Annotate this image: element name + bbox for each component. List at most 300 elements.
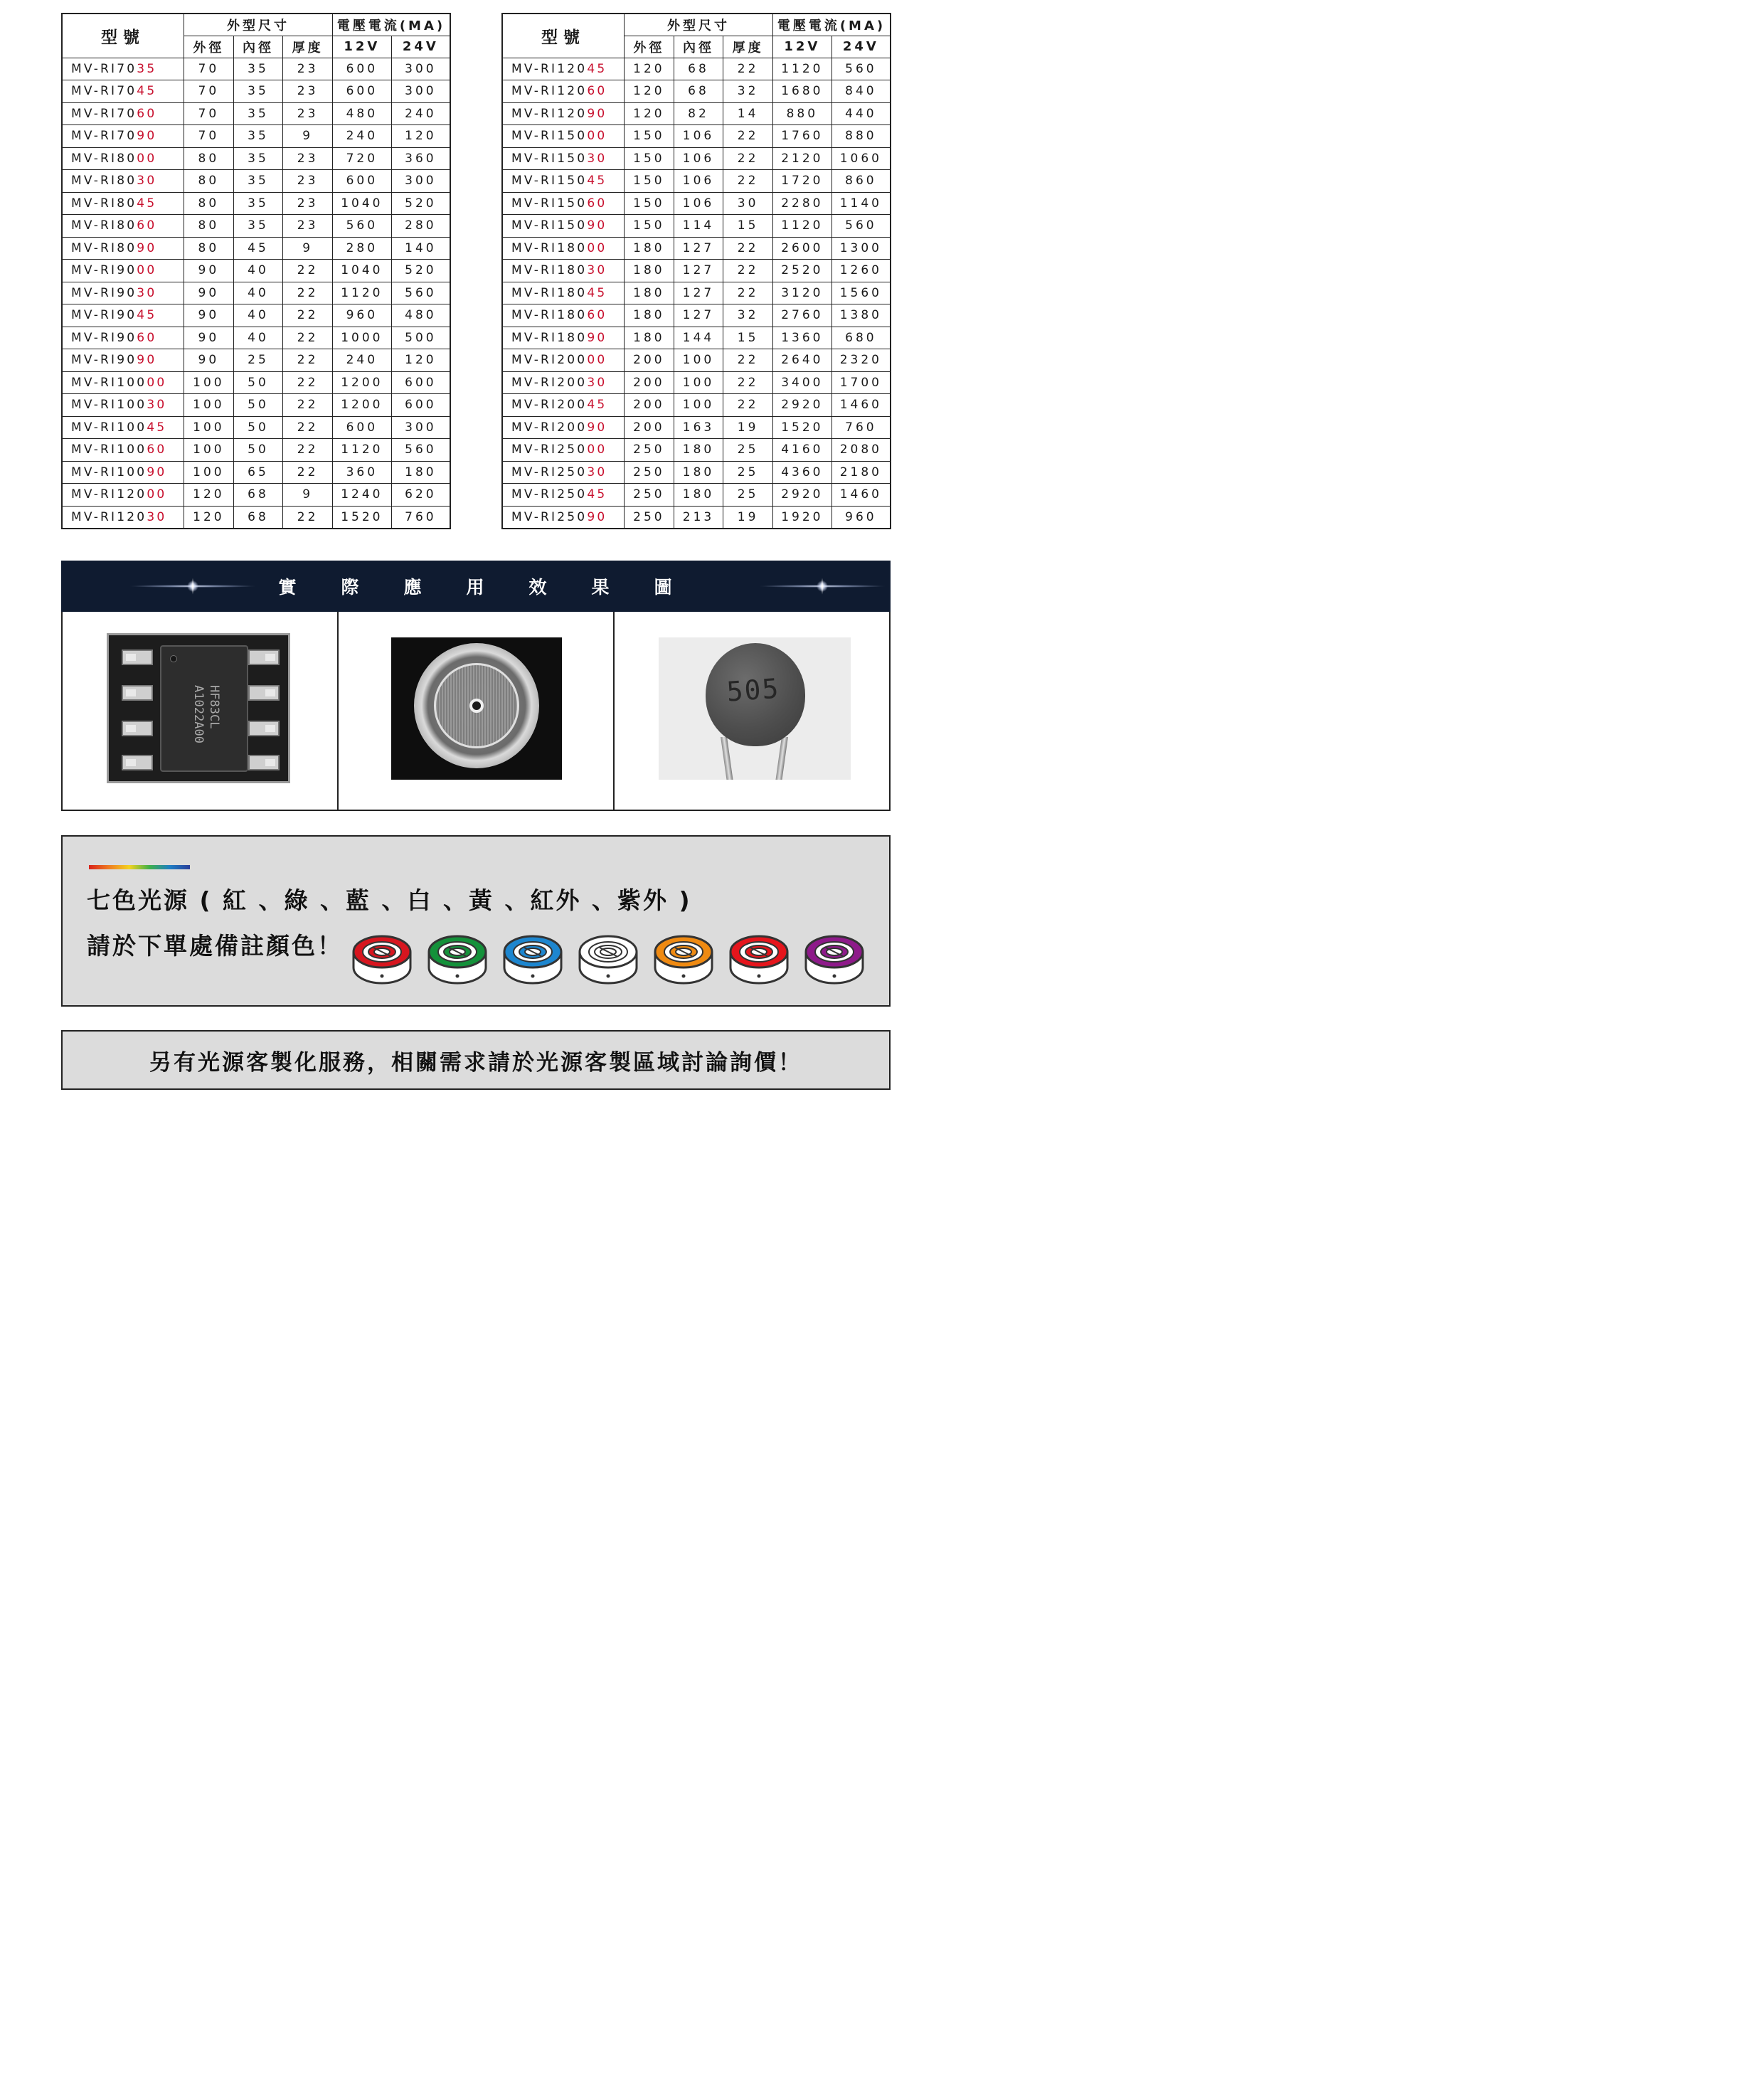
model-suffix: 45 — [587, 398, 607, 413]
thickness-cell: 32 — [723, 80, 773, 103]
current-24v-cell: 760 — [831, 416, 891, 439]
model-cell — [62, 484, 184, 507]
current-24v-cell: 860 — [831, 170, 891, 193]
outer-diameter-cell: 180 — [625, 237, 674, 260]
current-12v-cell: 2280 — [772, 192, 831, 215]
outer-diameter-cell: 90 — [184, 282, 234, 304]
model-prefix: MV-RI100 — [71, 375, 147, 390]
current-12v-cell: 280 — [332, 237, 391, 260]
model-prefix: MV-RI200 — [511, 375, 588, 390]
thickness-cell: 22 — [283, 282, 333, 304]
outer-diameter-cell: 250 — [625, 439, 674, 462]
thickness-cell: 23 — [283, 215, 333, 238]
model-suffix: 45 — [137, 84, 157, 99]
table-row — [502, 282, 891, 304]
inner-diameter-cell: 100 — [674, 371, 723, 394]
outer-diameter-cell: 120 — [184, 506, 234, 529]
table-row — [502, 394, 891, 417]
current-12v-cell: 360 — [332, 461, 391, 484]
banner-title-char: 效 — [528, 577, 548, 598]
model-suffix: 60 — [587, 196, 607, 211]
current-24v-cell: 620 — [391, 484, 450, 507]
current-12v-cell: 1200 — [332, 371, 391, 394]
model-cell — [502, 237, 625, 260]
model-cell — [502, 506, 625, 529]
current-12v-cell: 2920 — [772, 394, 831, 417]
thickness-cell: 25 — [723, 439, 773, 462]
model-cell — [62, 215, 184, 238]
current-24v-cell: 600 — [391, 394, 450, 417]
inner-diameter-header: 內徑 — [233, 36, 283, 58]
table-row — [62, 439, 450, 462]
thickness-cell: 22 — [283, 416, 333, 439]
thickness-cell: 9 — [283, 484, 333, 507]
model-suffix: 30 — [587, 151, 607, 166]
current-12v-cell: 2520 — [772, 260, 831, 282]
inner-diameter-cell: 35 — [233, 192, 283, 215]
current-12v-cell: 1520 — [772, 416, 831, 439]
current-24v-cell: 1060 — [831, 147, 891, 170]
table-row — [62, 506, 450, 529]
current-12v-cell: 1040 — [332, 192, 391, 215]
inner-diameter-cell: 100 — [674, 394, 723, 417]
outer-diameter-cell: 120 — [625, 80, 674, 103]
model-suffix: 30 — [147, 398, 167, 413]
inner-diameter-cell: 45 — [233, 237, 283, 260]
inner-diameter-cell: 114 — [674, 215, 723, 238]
table-row — [502, 260, 891, 282]
spec-table-right — [501, 13, 891, 529]
model-prefix: MV-RI100 — [71, 442, 147, 457]
ic-chip-body — [160, 645, 248, 772]
model-suffix: 00 — [147, 375, 167, 390]
12v-header: 12V — [332, 36, 391, 58]
model-cell — [502, 416, 625, 439]
model-cell — [62, 102, 184, 125]
current-12v-cell: 1680 — [772, 80, 831, 103]
model-cell — [62, 439, 184, 462]
current-24v-cell: 1380 — [831, 304, 891, 327]
model-cell — [502, 170, 625, 193]
model-cell — [502, 147, 625, 170]
thickness-cell: 25 — [723, 484, 773, 507]
current-header: 電壓電流(MA) — [332, 14, 450, 36]
inner-diameter-cell: 35 — [233, 147, 283, 170]
model-suffix: 90 — [587, 218, 607, 233]
model-cell — [62, 125, 184, 148]
model-prefix: MV-RI120 — [71, 509, 147, 524]
model-prefix: MV-RI70 — [71, 61, 137, 76]
outer-diameter-cell: 100 — [184, 371, 234, 394]
table-row — [62, 394, 450, 417]
current-12v-cell: 600 — [332, 416, 391, 439]
current-12v-cell: 1360 — [772, 327, 831, 349]
current-24v-cell: 300 — [391, 80, 450, 103]
model-cell — [502, 484, 625, 507]
current-12v-cell: 600 — [332, 58, 391, 80]
model-suffix: 00 — [147, 487, 167, 502]
thickness-cell: 22 — [283, 506, 333, 529]
model-prefix: MV-RI100 — [71, 420, 147, 435]
ring-light-icon — [426, 931, 489, 989]
inner-diameter-cell: 106 — [674, 147, 723, 170]
current-24v-cell: 360 — [391, 147, 450, 170]
outer-diameter-cell: 150 — [625, 215, 674, 238]
outer-diameter-cell: 120 — [625, 102, 674, 125]
table-row — [502, 304, 891, 327]
current-24v-cell: 560 — [391, 439, 450, 462]
model-cell — [502, 80, 625, 103]
inner-diameter-cell: 213 — [674, 506, 723, 529]
current-24v-cell: 140 — [391, 237, 450, 260]
model-cell — [62, 327, 184, 349]
model-cell — [62, 147, 184, 170]
model-cell — [502, 461, 625, 484]
inner-diameter-cell: 35 — [233, 58, 283, 80]
inner-diameter-cell: 40 — [233, 260, 283, 282]
model-cell — [62, 170, 184, 193]
inner-diameter-cell: 106 — [674, 192, 723, 215]
banner-title-char: 際 — [341, 577, 361, 598]
outer-diameter-cell: 90 — [184, 304, 234, 327]
outer-diameter-cell: 150 — [625, 170, 674, 193]
model-prefix: MV-RI180 — [511, 330, 588, 345]
outer-diameter-cell: 150 — [625, 147, 674, 170]
current-24v-cell: 680 — [831, 327, 891, 349]
table-row — [502, 349, 891, 372]
thickness-cell: 22 — [283, 439, 333, 462]
table-row — [62, 282, 450, 304]
model-suffix: 30 — [587, 465, 607, 479]
model-suffix: 60 — [587, 84, 607, 99]
outer-diameter-cell: 90 — [184, 327, 234, 349]
model-cell — [62, 371, 184, 394]
table-row — [62, 215, 450, 238]
outer-diameter-cell: 80 — [184, 147, 234, 170]
model-suffix: 90 — [147, 465, 167, 479]
24v-header: 24V — [831, 36, 891, 58]
inner-diameter-cell: 106 — [674, 125, 723, 148]
model-cell — [502, 439, 625, 462]
table-row — [502, 192, 891, 215]
model-cell — [502, 192, 625, 215]
table-row — [502, 147, 891, 170]
photo-cell-capacitor — [615, 612, 889, 810]
current-12v-cell: 2600 — [772, 237, 831, 260]
model-suffix: 00 — [587, 353, 607, 368]
current-24v-cell: 300 — [391, 58, 450, 80]
current-12v-cell: 2920 — [772, 484, 831, 507]
table-row — [62, 102, 450, 125]
thickness-cell: 23 — [283, 147, 333, 170]
current-12v-cell: 1520 — [332, 506, 391, 529]
outer-diameter-cell: 70 — [184, 80, 234, 103]
model-prefix: MV-RI180 — [511, 285, 588, 300]
model-prefix: MV-RI80 — [71, 218, 137, 233]
spec-table-right-body — [502, 58, 891, 529]
current-24v-cell: 880 — [831, 125, 891, 148]
outer-diameter-cell: 250 — [625, 484, 674, 507]
inner-diameter-cell: 35 — [233, 125, 283, 148]
capacitor-photo — [659, 637, 851, 780]
outer-diameter-cell: 120 — [625, 58, 674, 80]
current-24v-cell: 960 — [831, 506, 891, 529]
model-prefix: MV-RI150 — [511, 218, 588, 233]
model-suffix: 90 — [587, 509, 607, 524]
thickness-cell: 22 — [283, 304, 333, 327]
model-cell — [62, 80, 184, 103]
outer-diameter-cell: 200 — [625, 349, 674, 372]
inner-diameter-cell: 25 — [233, 349, 283, 372]
outer-diameter-cell: 200 — [625, 394, 674, 417]
outer-diameter-cell: 180 — [625, 260, 674, 282]
current-24v-cell: 840 — [831, 80, 891, 103]
thickness-cell: 22 — [283, 260, 333, 282]
model-cell — [502, 304, 625, 327]
current-24v-cell: 1300 — [831, 237, 891, 260]
model-suffix: 45 — [147, 420, 167, 435]
ring-light-icon — [501, 931, 564, 989]
outer-diameter-cell: 90 — [184, 260, 234, 282]
model-prefix: MV-RI250 — [511, 465, 588, 479]
model-prefix: MV-RI70 — [71, 129, 137, 144]
model-suffix: 45 — [587, 174, 607, 189]
banner-title-char: 果 — [591, 577, 611, 598]
model-suffix: 45 — [137, 196, 157, 211]
model-prefix: MV-RI250 — [511, 487, 588, 502]
current-12v-cell: 240 — [332, 125, 391, 148]
current-24v-cell: 440 — [831, 102, 891, 125]
current-12v-cell: 2640 — [772, 349, 831, 372]
model-suffix: 00 — [587, 129, 607, 144]
model-prefix: MV-RI200 — [511, 353, 588, 368]
thickness-cell: 22 — [723, 237, 773, 260]
model-suffix: 60 — [137, 330, 157, 345]
table-row — [502, 439, 891, 462]
table-row — [502, 125, 891, 148]
outer-diameter-cell: 70 — [184, 102, 234, 125]
model-suffix: 90 — [587, 420, 607, 435]
model-header: 型號 — [502, 14, 625, 58]
model-cell — [62, 416, 184, 439]
table-row — [62, 416, 450, 439]
current-24v-cell: 180 — [391, 461, 450, 484]
current-24v-cell: 280 — [391, 215, 450, 238]
outer-diameter-cell: 80 — [184, 215, 234, 238]
model-prefix: MV-RI180 — [511, 308, 588, 323]
table-row — [62, 349, 450, 372]
current-24v-cell: 2080 — [831, 439, 891, 462]
banner-title-char: 圖 — [654, 577, 674, 598]
model-prefix: MV-RI90 — [71, 330, 137, 345]
model-suffix: 60 — [587, 308, 607, 323]
model-cell — [502, 349, 625, 372]
model-prefix: MV-RI90 — [71, 308, 137, 323]
thickness-cell: 9 — [283, 237, 333, 260]
dimensions-header: 外型尺寸 — [625, 14, 773, 36]
current-24v-cell: 2180 — [831, 461, 891, 484]
inner-diameter-cell: 82 — [674, 102, 723, 125]
table-row — [502, 80, 891, 103]
inner-diameter-cell: 35 — [233, 215, 283, 238]
thickness-cell: 22 — [723, 394, 773, 417]
model-suffix: 90 — [137, 353, 157, 368]
table-row — [502, 58, 891, 80]
custom-service-text: 另有光源客製化服務，相關需求請於光源客製區域討論詢價！ — [149, 1049, 802, 1076]
current-12v-cell: 1120 — [332, 282, 391, 304]
model-cell — [62, 192, 184, 215]
outer-diameter-cell: 90 — [184, 349, 234, 372]
current-24v-cell: 480 — [391, 304, 450, 327]
current-24v-cell: 560 — [391, 282, 450, 304]
model-suffix: 45 — [587, 61, 607, 76]
model-suffix: 90 — [137, 240, 157, 255]
table-row — [62, 260, 450, 282]
model-cell — [502, 125, 625, 148]
model-prefix: MV-RI200 — [511, 420, 588, 435]
table-row — [62, 461, 450, 484]
outer-diameter-cell: 180 — [625, 304, 674, 327]
current-header: 電壓電流(MA) — [772, 14, 891, 36]
current-12v-cell: 720 — [332, 147, 391, 170]
model-prefix: MV-RI80 — [71, 196, 137, 211]
model-prefix: MV-RI100 — [71, 398, 147, 413]
12v-header: 12V — [772, 36, 831, 58]
current-12v-cell: 4160 — [772, 439, 831, 462]
thickness-header: 厚度 — [723, 36, 773, 58]
model-suffix: 30 — [587, 375, 607, 390]
model-prefix: MV-RI180 — [511, 240, 588, 255]
current-12v-cell: 1760 — [772, 125, 831, 148]
ring-light-colors — [351, 931, 877, 995]
inner-diameter-cell: 180 — [674, 484, 723, 507]
ring-light-icon — [652, 931, 715, 989]
inner-diameter-cell: 180 — [674, 439, 723, 462]
inner-diameter-cell: 65 — [233, 461, 283, 484]
custom-service-banner — [61, 1030, 891, 1090]
thickness-cell: 23 — [283, 58, 333, 80]
thickness-cell: 23 — [283, 192, 333, 215]
thickness-cell: 30 — [723, 192, 773, 215]
inner-diameter-cell: 127 — [674, 304, 723, 327]
table-row — [502, 170, 891, 193]
table-row — [62, 80, 450, 103]
thickness-cell: 22 — [723, 125, 773, 148]
seven-color-panel — [61, 835, 891, 1007]
current-12v-cell: 600 — [332, 170, 391, 193]
model-cell — [62, 237, 184, 260]
table-row — [502, 416, 891, 439]
current-24v-cell: 760 — [391, 506, 450, 529]
outer-diameter-cell: 80 — [184, 237, 234, 260]
model-prefix: MV-RI80 — [71, 240, 137, 255]
model-prefix: MV-RI70 — [71, 84, 137, 99]
model-suffix: 45 — [587, 487, 607, 502]
current-12v-cell: 600 — [332, 80, 391, 103]
model-suffix: 00 — [137, 151, 157, 166]
thickness-cell: 25 — [723, 461, 773, 484]
ring-light-icon — [577, 931, 639, 989]
model-cell — [62, 349, 184, 372]
rainbow-bar — [89, 865, 190, 869]
model-cell — [502, 394, 625, 417]
model-suffix: 30 — [137, 285, 157, 300]
outer-diameter-header: 外徑 — [184, 36, 234, 58]
model-cell — [62, 282, 184, 304]
current-12v-cell: 880 — [772, 102, 831, 125]
current-24v-cell: 600 — [391, 371, 450, 394]
table-row — [502, 506, 891, 529]
seven-color-title: 七色光源 ( 紅 、綠 、藍 、白 、黃 、紅外 、紫外 ) — [87, 886, 692, 914]
outer-diameter-cell: 250 — [625, 506, 674, 529]
model-cell — [62, 461, 184, 484]
thickness-cell: 22 — [283, 461, 333, 484]
spec-table-left-body — [62, 58, 450, 529]
inner-diameter-cell: 68 — [674, 80, 723, 103]
model-suffix: 00 — [587, 240, 607, 255]
outer-diameter-cell: 250 — [625, 461, 674, 484]
capacitor-marking: 505 — [726, 672, 781, 708]
model-suffix: 30 — [137, 174, 157, 189]
current-24v-cell: 560 — [831, 215, 891, 238]
outer-diameter-cell: 120 — [184, 484, 234, 507]
application-photos — [61, 612, 891, 811]
current-24v-cell: 2320 — [831, 349, 891, 372]
current-24v-cell: 1140 — [831, 192, 891, 215]
model-suffix: 60 — [147, 442, 167, 457]
model-suffix: 60 — [137, 106, 157, 121]
outer-diameter-header: 外徑 — [625, 36, 674, 58]
model-prefix: MV-RI90 — [71, 263, 137, 278]
table-row — [62, 192, 450, 215]
current-12v-cell: 240 — [332, 349, 391, 372]
current-24v-cell: 1460 — [831, 484, 891, 507]
model-prefix: MV-RI120 — [511, 106, 588, 121]
model-cell — [62, 506, 184, 529]
thickness-cell: 19 — [723, 506, 773, 529]
current-12v-cell: 1200 — [332, 394, 391, 417]
model-cell — [502, 327, 625, 349]
current-12v-cell: 4360 — [772, 461, 831, 484]
model-cell — [502, 371, 625, 394]
24v-header: 24V — [391, 36, 450, 58]
chip-marking: HF83CL A1022A00 — [191, 685, 221, 743]
thickness-cell: 23 — [283, 102, 333, 125]
model-suffix: 90 — [587, 106, 607, 121]
ring-light-icon — [803, 931, 866, 989]
model-suffix: 60 — [137, 218, 157, 233]
inner-diameter-cell: 40 — [233, 327, 283, 349]
table-row — [62, 147, 450, 170]
model-prefix: MV-RI250 — [511, 509, 588, 524]
current-12v-cell: 1000 — [332, 327, 391, 349]
model-suffix: 30 — [587, 263, 607, 278]
model-suffix: 30 — [147, 509, 167, 524]
model-prefix: MV-RI150 — [511, 129, 588, 144]
model-prefix: MV-RI150 — [511, 151, 588, 166]
table-row — [502, 484, 891, 507]
inner-diameter-cell: 50 — [233, 371, 283, 394]
thickness-cell: 32 — [723, 304, 773, 327]
outer-diameter-cell: 180 — [625, 327, 674, 349]
current-12v-cell: 1120 — [332, 439, 391, 462]
model-prefix: MV-RI200 — [511, 398, 588, 413]
inner-diameter-cell: 35 — [233, 80, 283, 103]
color-note: 請於下單處備註顏色！ — [87, 932, 343, 960]
outer-diameter-cell: 150 — [625, 125, 674, 148]
thickness-cell: 22 — [723, 371, 773, 394]
model-suffix: 45 — [137, 308, 157, 323]
